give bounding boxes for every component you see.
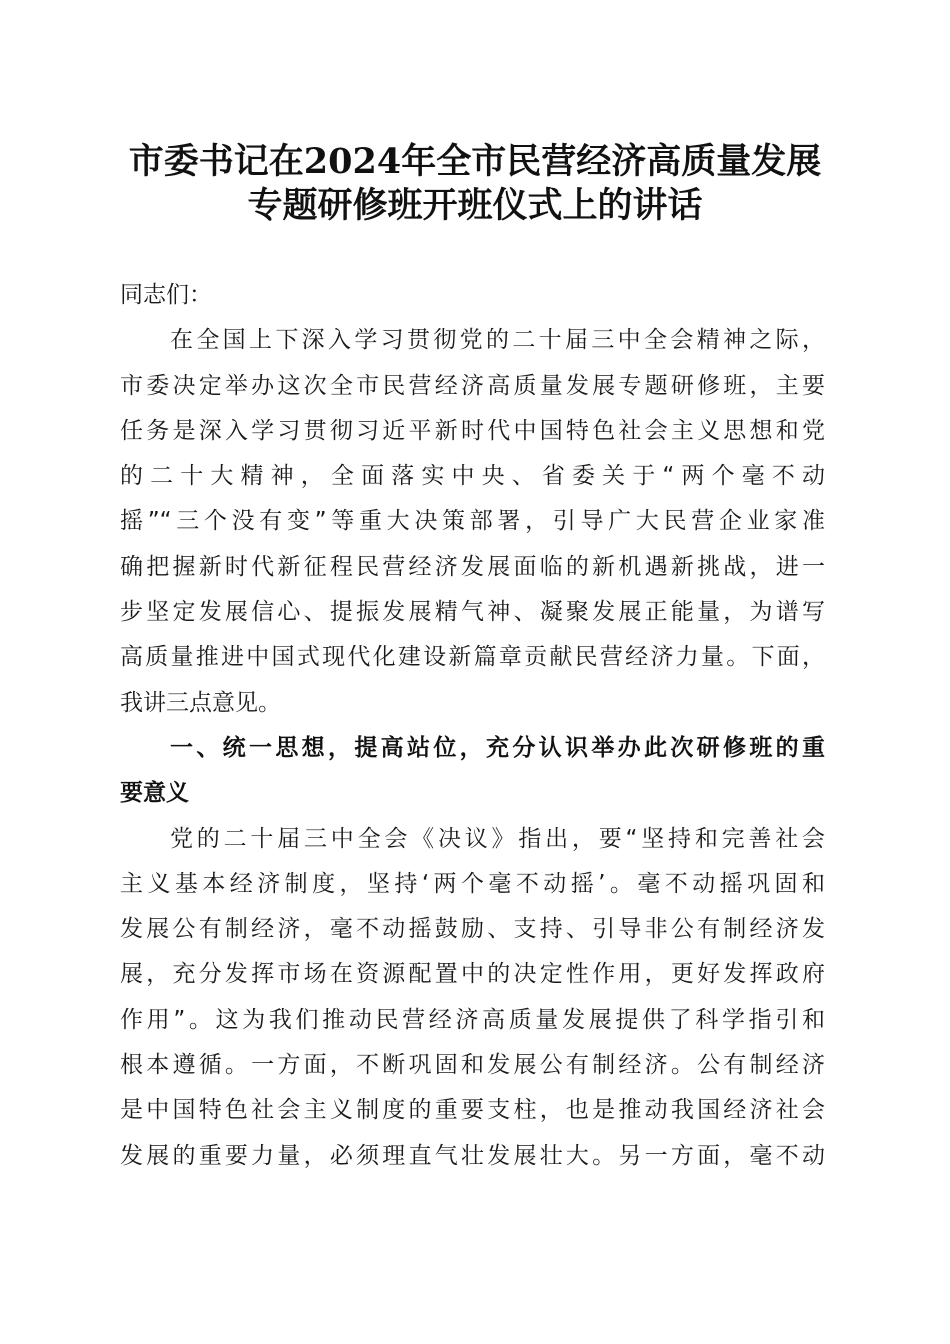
paragraph-line: 摇”“三个没有变”等重大决策部署，引导广大民营企业家准	[120, 508, 825, 535]
paragraph-line: 高质量推进中国式现代化建设新篇章贡献民营经济力量。下面，	[120, 644, 825, 671]
paragraph-intro	[120, 318, 825, 726]
paragraph-line: 我讲三点意见。	[120, 689, 281, 716]
heading-line: 一、统一思想，提高站位，充分认识举办此次研修班的重	[170, 734, 825, 761]
paragraph-line: 党的二十届三中全会《决议》指出，要“坚持和完善社会	[170, 825, 825, 852]
paragraph-line: 确把握新时代新征程民营经济发展面临的新机遇新挑战，进一	[120, 553, 825, 580]
salutation: 同志们：	[120, 282, 212, 308]
document-body	[120, 273, 825, 1179]
paragraph-line: 市委决定举办这次全市民营经济高质量发展专题研修班，主要	[120, 372, 825, 399]
paragraph-line: 在全国上下深入学习贯彻党的二十届三中全会精神之际，	[170, 327, 825, 354]
paragraph-line: 发展的重要力量，必须理直气壮发展壮大。另一方面，毫不动	[120, 1142, 825, 1169]
paragraph-line: 作用”。这为我们推动民营经济高质量发展提供了科学指引和	[120, 1006, 825, 1033]
paragraph-line: 任务是深入学习贯彻习近平新时代中国特色社会主义思想和党	[120, 417, 825, 444]
paragraph-line: 是中国特色社会主义制度的重要支柱，也是推动我国经济社会	[120, 1097, 825, 1124]
paragraph-section-1	[120, 817, 825, 1179]
paragraph-line: 根本遵循。一方面，不断巩固和发展公有制经济。公有制经济	[120, 1052, 825, 1079]
document-title-line-2: 专题研修班开班仪式上的讲话	[247, 185, 703, 226]
paragraph-line: 展，充分发挥市场在资源配置中的决定性作用，更好发挥政府	[120, 961, 825, 988]
section-heading-1	[120, 726, 825, 817]
heading-line: 要意义	[120, 780, 189, 807]
paragraph-line: 的二十大精神，全面落实中央、省委关于“两个毫不动	[120, 463, 825, 490]
paragraph-line: 发展公有制经济，毫不动摇鼓励、支持、引导非公有制经济发	[120, 916, 825, 943]
document-title-line-1: 市委书记在2024年全市民营经济高质量发展	[128, 141, 822, 182]
paragraph-line: 步坚定发展信心、提振发展精气神、凝聚发展正能量，为谱写	[120, 599, 825, 626]
paragraph-line: 主义基本经济制度，坚持‘两个毫不动摇’。毫不动摇巩固和	[120, 870, 825, 897]
